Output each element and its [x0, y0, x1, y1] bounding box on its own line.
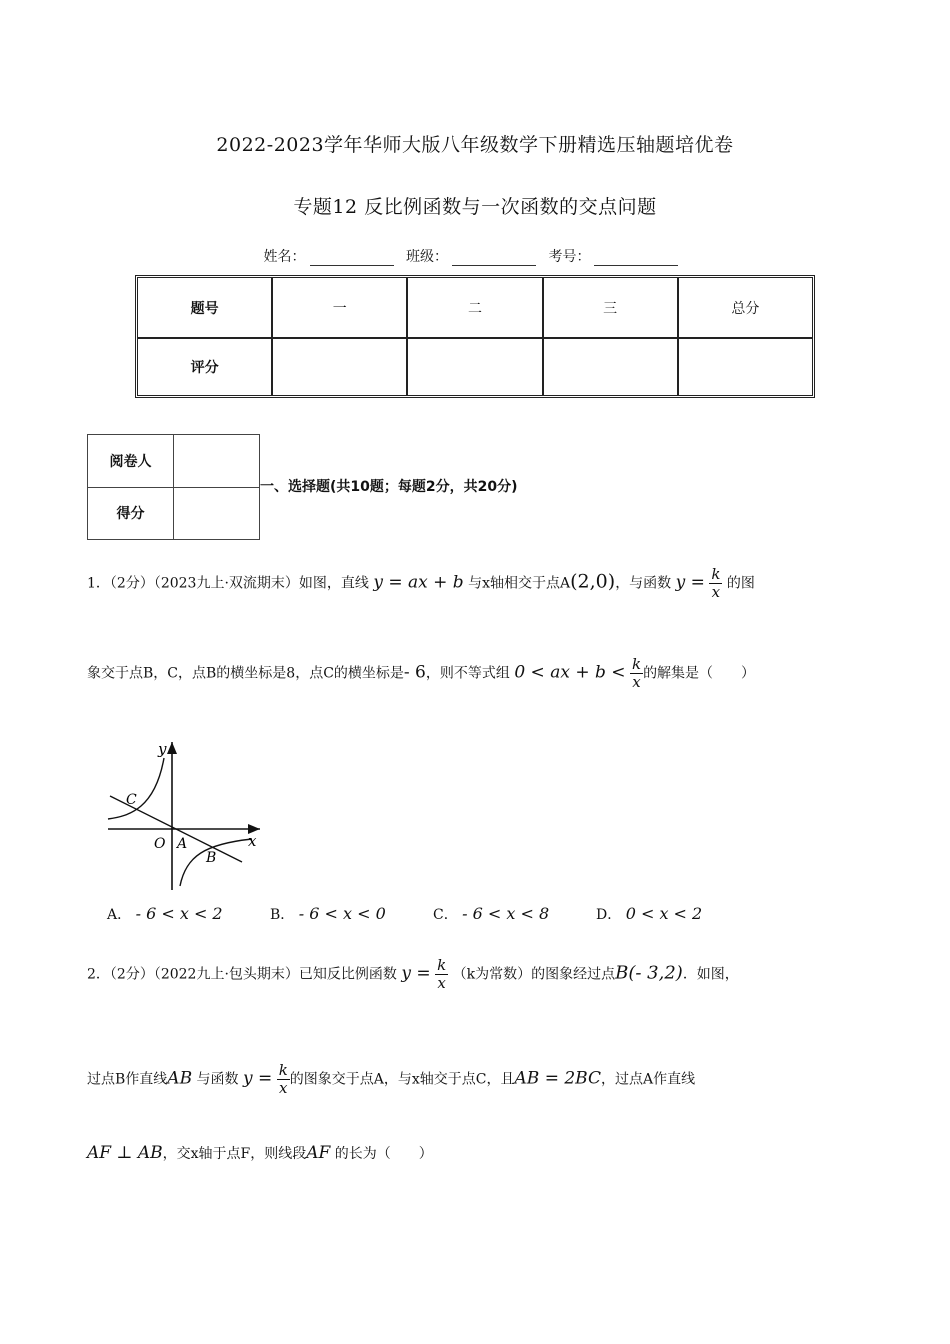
- q1-option-a-math: - 6 < x < 2: [135, 904, 223, 923]
- q1-c-coord: - 6: [403, 662, 426, 683]
- q1-option-b-math: - 6 < x < 0: [298, 904, 386, 923]
- q1-option-c-math: - 6 < x < 8: [462, 904, 550, 923]
- class-label: 班级：: [406, 249, 448, 265]
- q1-option-a[interactable]: [107, 904, 223, 924]
- q1-text-a: 与x轴相交于点A: [468, 575, 571, 592]
- q1-graph-label-o: O: [154, 836, 166, 852]
- q2-line2-func-lhs: y =: [242, 1068, 273, 1089]
- grader-reader-label: 阅卷人: [88, 435, 174, 488]
- q2-line2-fraction: [277, 1062, 290, 1097]
- q1-graph-label-x: x: [248, 832, 257, 850]
- q1-graph: [100, 736, 270, 896]
- q1-line-equation: y = ax + b: [373, 572, 464, 593]
- score-cell-question-label: 题号: [138, 278, 273, 339]
- q2-line3: [87, 1143, 433, 1163]
- q1-line1: [87, 566, 755, 601]
- score-table-header-row: [138, 278, 812, 339]
- q2-af-perp: AF ⊥ AB: [87, 1143, 163, 1163]
- q1-ineq-frac-den: x: [632, 673, 641, 691]
- score-cell-total: 总分: [679, 278, 812, 339]
- q1-graph-label-a: A: [177, 836, 188, 852]
- q1-func-lhs: y =: [675, 572, 705, 593]
- class-blank[interactable]: [452, 251, 536, 266]
- q1-ineq-fraction: [630, 656, 643, 691]
- grader-table: [87, 434, 260, 540]
- q1-line2-mid: ，则不等式组: [425, 665, 510, 682]
- q2-line2-frac-den: x: [279, 1079, 288, 1097]
- q2-line3-mid: ，交x轴于点F，则线段: [162, 1146, 307, 1162]
- q2-af: AF: [306, 1143, 331, 1163]
- q2-line2-prefix: 过点B作直线: [87, 1071, 168, 1088]
- score-cell-score-label: 评分: [138, 339, 273, 395]
- q1-point-a: (2,0): [570, 570, 616, 593]
- q2-frac-den: x: [437, 974, 446, 992]
- score-cell-2: 二: [408, 278, 543, 339]
- q1-line2: [87, 656, 755, 691]
- q2-line2: [87, 1062, 695, 1097]
- q2-text-b: ．如图，: [682, 966, 739, 983]
- q2-ab-eq: AB = 2BC: [514, 1068, 601, 1089]
- q2-line2-mid2: 的图象交于点A，与x轴交于点C，且: [289, 1071, 515, 1088]
- q1-option-d[interactable]: [596, 904, 702, 924]
- exam-no-label: 考号：: [548, 249, 591, 265]
- q1-option-d-math: 0 < x < 2: [625, 904, 703, 923]
- q1-frac-den: x: [711, 583, 721, 601]
- q1-text-b: ，与函数: [615, 575, 672, 592]
- q1-option-d-letter: D．: [596, 907, 622, 923]
- q2-frac-num: k: [437, 956, 447, 974]
- q1-graph-label-y: y: [158, 740, 167, 758]
- score-table: [135, 275, 815, 398]
- q1-frac-num: k: [711, 565, 721, 583]
- section-1-title: 一、选择题(共10题；每题2分，共20分): [260, 479, 518, 495]
- q1-text-c: 的图: [726, 575, 755, 592]
- q2-line3-suffix: 的长为（ ）: [334, 1146, 433, 1162]
- q2-line2-suffix: ，过点A作直线: [600, 1071, 696, 1088]
- q2-fraction: [435, 957, 448, 992]
- q1-fraction: [709, 566, 722, 601]
- grader-score-input[interactable]: [174, 487, 260, 540]
- score-table-score-row: [138, 339, 812, 395]
- student-info-line: [0, 246, 950, 266]
- score-input-2[interactable]: [408, 339, 543, 395]
- score-input-1[interactable]: [273, 339, 408, 395]
- q1-option-a-letter: A．: [107, 907, 132, 923]
- q1-inequality: 0 < ax + b <: [514, 662, 626, 683]
- grader-score-label: 得分: [88, 487, 174, 540]
- score-input-total[interactable]: [679, 339, 812, 395]
- name-label: 姓名：: [263, 249, 306, 265]
- document-title: 2022-2023学年华师大版八年级数学下册精选压轴题培优卷: [216, 134, 734, 156]
- q1-option-c[interactable]: [433, 904, 549, 924]
- q1-prefix: 1．（2分）（2023九上·双流期末）如图，直线: [87, 575, 369, 592]
- grader-reader-input[interactable]: [174, 435, 260, 488]
- q2-ab: AB: [167, 1068, 193, 1089]
- exam-no-blank[interactable]: [594, 251, 678, 266]
- q1-line2-suffix: 的解集是（ ）: [643, 665, 756, 682]
- q2-text-a: （k为常数）的图象经过点: [452, 966, 616, 983]
- q2-line2-frac-num: k: [278, 1061, 288, 1079]
- score-input-3[interactable]: [544, 339, 679, 395]
- document-subtitle: 专题12 反比例函数与一次函数的交点问题: [293, 196, 657, 218]
- q1-option-b-letter: B．: [270, 907, 295, 923]
- q1-graph-label-c: C: [126, 792, 137, 808]
- q1-line2-prefix: 象交于点B，C，点B的横坐标是8，点C的横坐标是: [87, 665, 404, 682]
- q1-ineq-frac-num: k: [631, 655, 642, 673]
- name-blank[interactable]: [310, 251, 394, 266]
- q2-line2-mid1: 与函数: [196, 1071, 239, 1088]
- q2-line1: [87, 957, 739, 992]
- score-cell-3: 三: [544, 278, 679, 339]
- q1-graph-label-b: B: [206, 850, 217, 866]
- q1-graph-y-arrow: [167, 742, 177, 754]
- score-cell-1: 一: [273, 278, 408, 339]
- q2-prefix: 2．（2分）（2022九上·包头期末）已知反比例函数: [87, 966, 397, 983]
- q1-option-b[interactable]: [270, 904, 386, 924]
- q1-graph-hyperbola-left: [108, 758, 164, 819]
- q2-func-lhs: y =: [401, 963, 431, 984]
- q1-option-c-letter: C．: [433, 907, 458, 923]
- q2-point-b: B(- 3,2): [615, 962, 683, 984]
